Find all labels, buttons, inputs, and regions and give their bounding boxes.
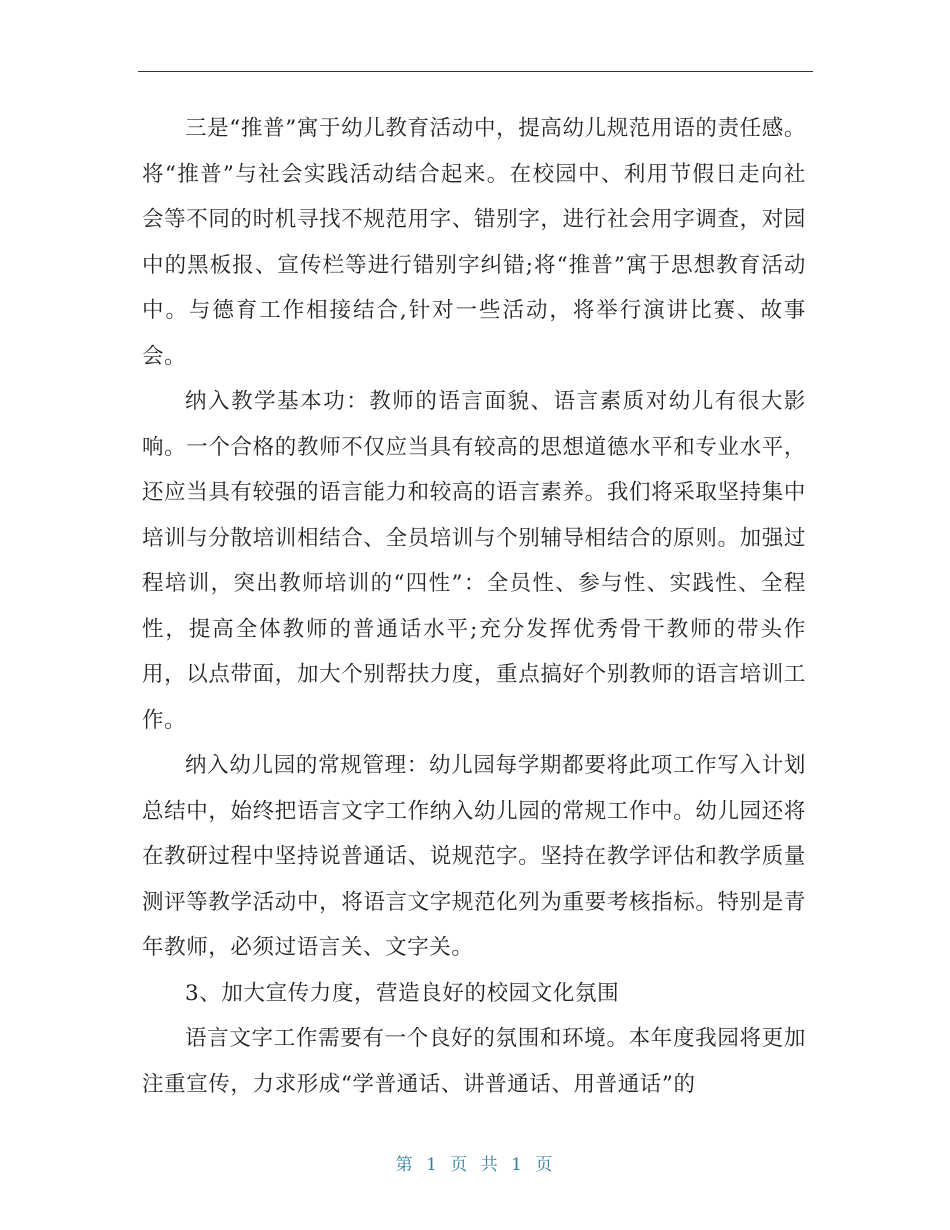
document-body	[142, 106, 806, 1107]
header-divider	[138, 71, 813, 72]
paragraph-promote-mandarin-activities: 三是“推普”寓于幼儿教育活动中，提高幼儿规范用语的责任感。将“推普”与社会实践活动结合起来。在校园中、利用节假日走向社会等不同的时机寻找不规范用字、错别字，进行社会用字调查，对园中的黑板报、宣传栏等进行错别字纠错;将“推普”寓于思想教育活动中。与德育工作相接结合,针对一些活动，将举行演讲比赛、故事会。	[142, 116, 806, 369]
page-number-footer: 第 1 页 共 1 页	[395, 1155, 555, 1175]
section-heading-publicity: 3、加大宣传力度，营造良好的校园文化氛围	[185, 980, 620, 1006]
paragraph-teaching-basic-skills: 纳入教学基本功：教师的语言面貌、语言素质对幼儿有很大影响。一个合格的教师不仅应当具有较高的思想道德水平和专业水平，还应当具有较强的语言能力和较高的语言素养。我们将采取坚持集中培训与分散培训相结合、全员培训与个别辅导相结合的原则。加强过程培训，突出教师培训的“四性”：全员性、参与性、实践性、全程性，提高全体教师的普通话水平;充分发挥优秀骨干教师的带头作用，以点带面，加大个别帮扶力度，重点搞好个别教师的语言培训工作。	[142, 389, 806, 733]
paragraph-publicity-environment: 语言文字工作需要有一个良好的氛围和环境。本年度我园将更加注重宣传，力求形成“学普通话、讲普通话、用普通话”的	[142, 1026, 806, 1097]
paragraph-routine-management: 纳入幼儿园的常规管理：幼儿园每学期都要将此项工作写入计划总结中，始终把语言文字工作纳入幼儿园的常规工作中。幼儿园还将在教研过程中坚持说普通话、说规范字。坚持在教学评估和教学质量测评等教学活动中，将语言文字规范化列为重要考核指标。特别是青年教师，必须过语言关、文字关。	[142, 753, 806, 960]
